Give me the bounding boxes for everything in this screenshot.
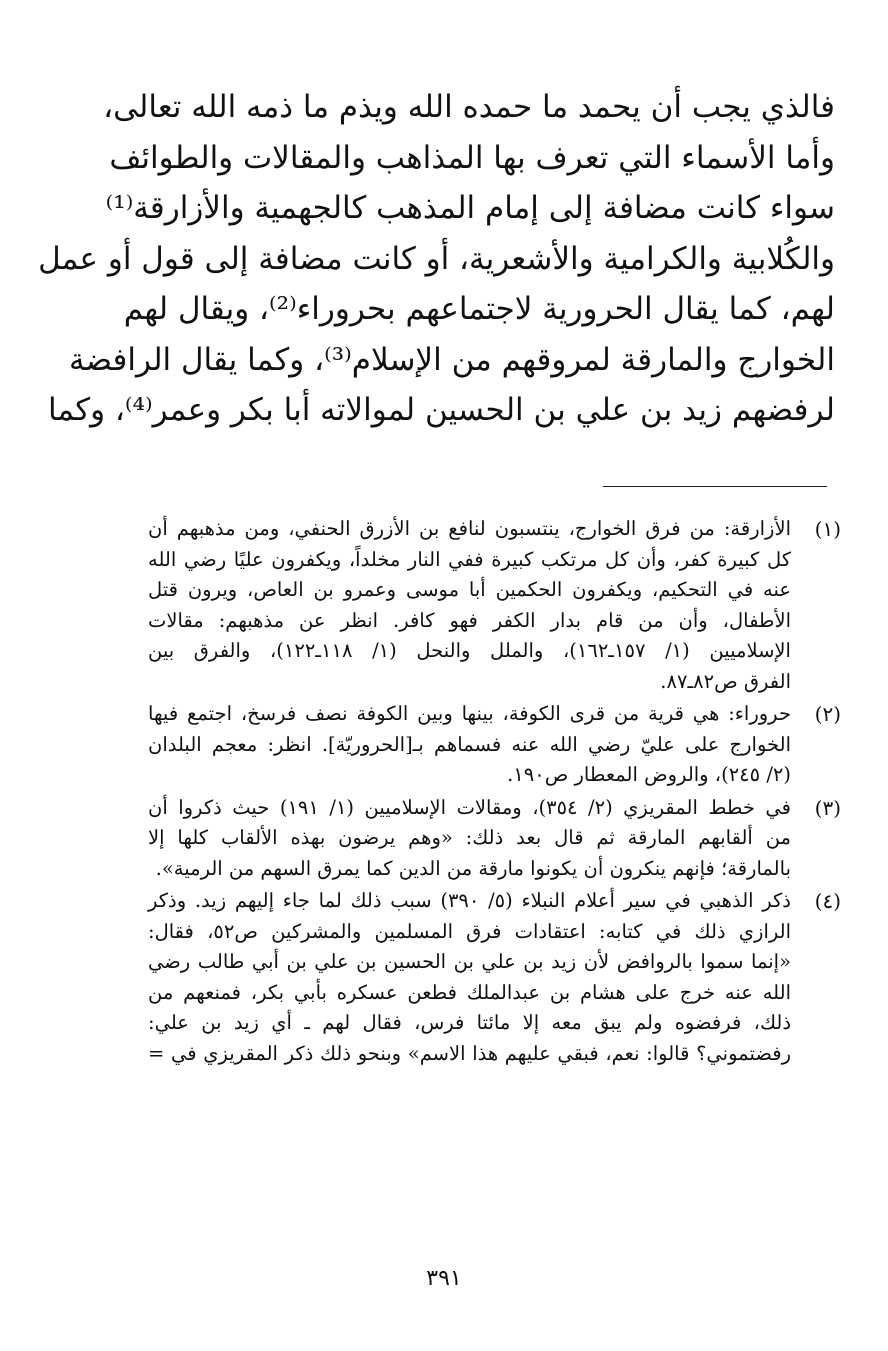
- footnote-2: [148, 699, 841, 791]
- footnote-body: [148, 886, 791, 1069]
- footnote-line: (٢/ ٢٤٥)، والروض المعطار ص١٩٠.: [507, 763, 791, 786]
- footnote-body: [148, 793, 791, 885]
- main-text-line: فالذي يجب أن يحمد ما حمده الله ويذم ما ذمه الله تعالى،: [103, 89, 835, 125]
- footnote-divider: [603, 486, 827, 487]
- footnote-line: كل كبيرة كفر، وأن كل مرتكب كبيرة ففي النار مخلداً، ويكفرون عليًا رضي الله: [148, 547, 791, 571]
- main-text-line: والكُلابية والكرامية والأشعرية، أو كانت مضافة إلى قول أو عمل: [38, 240, 835, 277]
- footnote-line: ذلك، فرفضوه ولم يبق معه إلا مائتا فرس، فقال لهم ـ أي زيد بن علي:: [148, 1011, 791, 1034]
- page-number: ٣٩١: [426, 1266, 462, 1291]
- main-text-block: [38, 82, 835, 436]
- main-text-line: لهم، كما يقال الحرورية لاجتماعهم بحروراء⁽²⁾، ويقال لهم: [123, 291, 835, 327]
- footnote-line: عنه في التحكيم، ويكفرون الحكمين أبا موسى وعمرو بن العاص، ويرون قتل: [148, 578, 791, 601]
- footnote-line: الله عنه خرج على هشام بن عبدالملك فطعن عسكره بأبي بكر، فمنعهم من: [148, 980, 791, 1004]
- main-text-line: سواء كانت مضافة إلى إمام المذهب كالجهمية والأزارقة⁽¹⁾: [105, 190, 835, 226]
- footnote-1: [148, 514, 841, 697]
- footnote-line: ذكر الذهبي في سير أعلام النبلاء (٥/ ٣٩٠) سبب ذلك لما جاء إليهم زيد. وذكر: [148, 889, 791, 912]
- main-text-line: الخوارج والمارقة لمروقهم من الإسلام⁽³⁾، وكما يقال الرافضة: [69, 341, 835, 378]
- footnote-line: الأزارقة: من فرق الخوارج، ينتسبون لنافع بن الأزرق الحنفي، ومن مذهبهم أن: [148, 517, 791, 540]
- footnote-line: الفرق ص٨٢ـ٨٧.: [660, 669, 791, 693]
- footnote-line: بالمارقة؛ فإنهم ينكرون أن يكونوا مارقة من الدين كما يمرق السهم من الرمية».: [155, 856, 791, 880]
- footnote-line: في خطط المقريزي (٢/ ٣٥٤)، ومقالات الإسلاميين (١/ ١٩١) حيث ذكروا أن: [148, 795, 791, 819]
- main-text-line: وأما الأسماء التي تعرف بها المذاهب والمقالات والطوائف: [109, 139, 835, 176]
- footnote-body: [148, 699, 791, 791]
- footnote-number: (٣): [814, 795, 841, 820]
- footnote-line: حروراء: هي قرية من قرى الكوفة، بينها وبين الكوفة نصف فرسخ، اجتمع فيها: [148, 702, 791, 725]
- footnote-3: [148, 793, 841, 885]
- footnote-line: من ألقابهم المارقة ثم قال بعد ذلك: «وهم يرضون بهذه الألقاب كلها إلا: [148, 826, 791, 849]
- footnote-number: (١): [814, 517, 841, 541]
- footnote-line: الرازي ذلك في كتابه: اعتقادات فرق المسلمين والمشركين ص٥٢، فقال:: [148, 919, 791, 943]
- footnote-line: الأطفال، وأن من قام بدار الكفر فهو كافر. انظر عن مذهبهم: مقالات: [148, 608, 791, 632]
- footnote-line: الإسلاميين (١/ ١٥٧ـ١٦٢)، والملل والنحل (١/ ١١٨ـ١٢٢)، والفرق بين: [148, 639, 791, 662]
- footnote-line: رفضتموني؟ قالوا: نعم، فبقي عليهم هذا الاسم» وبنحو ذلك ذكر المقريزي في =: [148, 1041, 791, 1065]
- main-text-line: لرفضهم زيد بن علي بن الحسين لموالاته أبا بكر وعمر⁽⁴⁾، وكما: [47, 392, 835, 428]
- footnotes-section: [148, 514, 841, 1071]
- footnote-body: [148, 514, 791, 697]
- footnote-4: [148, 886, 841, 1069]
- footnote-line: الخوارج على عليّ رضي الله عنه فسماهم بـ[الحروريّة]. انظر: معجم البلدان: [148, 732, 791, 756]
- footnote-line: «إنما سموا بالروافض لأن زيد بن علي بن الحسين بن علي بن أبي طالب رضي: [148, 950, 791, 973]
- footnote-number: (٢): [814, 702, 841, 726]
- footnote-number: (٤): [814, 889, 841, 913]
